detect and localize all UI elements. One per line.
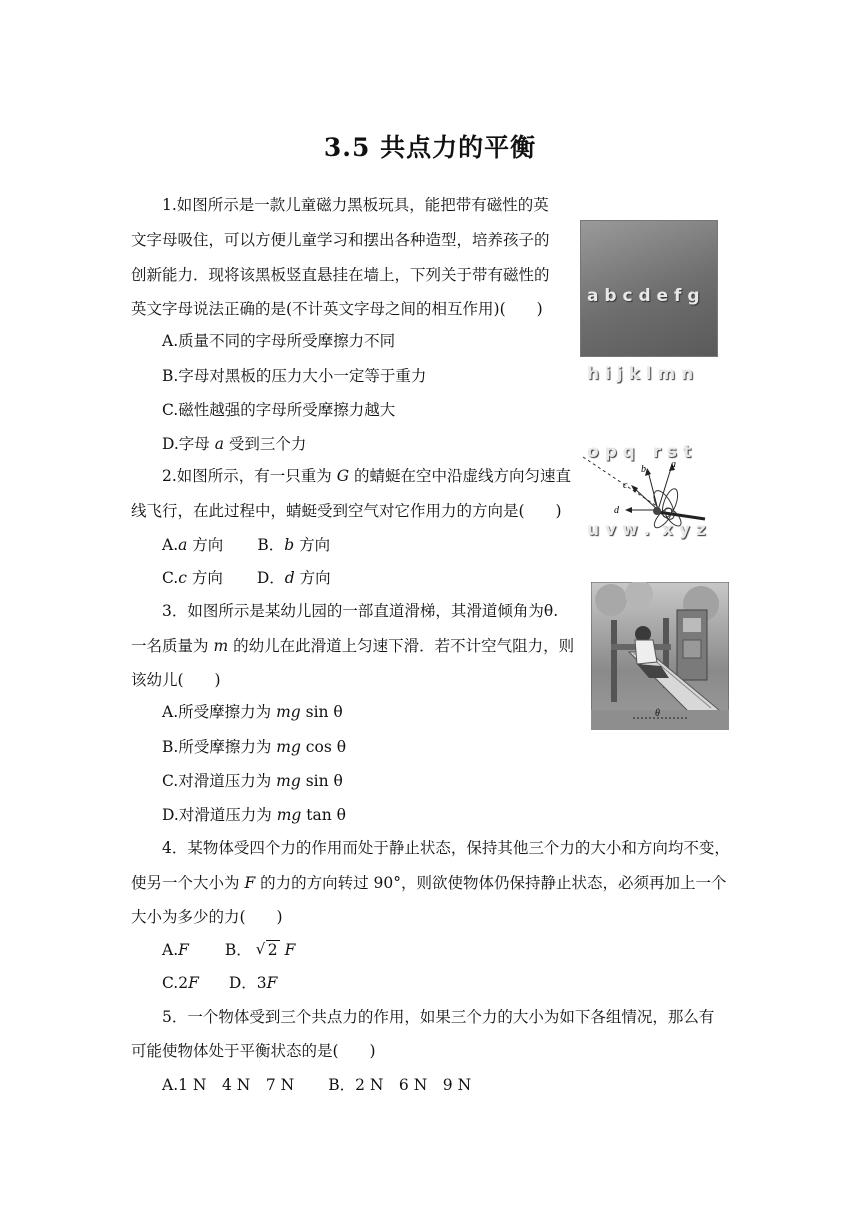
- sqrt-symbol: √ 2: [256, 939, 280, 961]
- q2-line-2: 线飞行，在此过程中，蜻蜓受到空气对它作用力的方向是( ): [131, 502, 562, 520]
- q3-option-d: D.对滑道压力为 mg tan θ: [162, 806, 346, 824]
- q1-option-a: A.质量不同的字母所受摩擦力不同: [162, 332, 396, 350]
- q2-line-1: 2.如图所示，有一只重为 G 的蜻蜓在空中沿虚线方向匀速直: [162, 467, 572, 485]
- q4-line-3: 大小为多少的力( ): [131, 908, 283, 926]
- q4-line-2: 使另一个大小为 F 的力的方向转过 90°，则欲使物体仍保持静止状态，必须再加上一个: [131, 874, 727, 892]
- q1-line-2: 文字母吸住，可以方便儿童学习和摆出各种造型，培养孩子的: [131, 231, 550, 249]
- letter-row-4: u v w . x y z: [587, 520, 706, 540]
- page-title: 3.5 共点力的平衡: [323, 133, 537, 162]
- q3-option-b: B.所受摩擦力为 mg cos θ: [162, 738, 347, 756]
- fig-label-b: b: [641, 464, 646, 475]
- q1-line-4: 英文字母说法正确的是(不计英文字母之间的相互作用)( ): [131, 300, 543, 318]
- q4-options-ab: A.F B．√ 2 F: [162, 939, 295, 961]
- q2-options-cd: C.c 方向 D．d 方向: [162, 569, 331, 587]
- q5-line-1: 5．一个物体受到三个共点力的作用，如果三个力的大小为如下各组情况，那么有: [162, 1008, 715, 1026]
- q5-line-2: 可能使物体处于平衡状态的是( ): [131, 1042, 376, 1060]
- letter-row-2: h i j k l m n: [587, 364, 694, 384]
- q3-line-1: 3．如图所示是某幼儿园的一部直道滑梯，其滑道倾角为θ.: [162, 602, 559, 620]
- dragonfly-force-diagram: [580, 455, 715, 530]
- q3-option-c: C.对滑道压力为 mg sin θ: [162, 772, 343, 790]
- q5-options-ab: A.1 N 4 N 7 N B．2 N 6 N 9 N: [162, 1076, 472, 1094]
- q1-option-b: B.字母对黑板的压力大小一定等于重力: [162, 367, 427, 385]
- q4-line-1: 4．某物体受四个力的作用而处于静止状态，保持其他三个力的大小和方向均不变，: [162, 839, 730, 857]
- fig-label-a: a: [671, 459, 676, 470]
- letter-row-3: o p q r s t: [587, 442, 692, 462]
- q4-options-cd: C.2F D．3F: [162, 974, 278, 992]
- playground-slide-photo: [591, 582, 729, 730]
- magnetic-letters-figure: [580, 220, 718, 540]
- q1-option-d: D.字母 a 受到三个力: [162, 435, 307, 453]
- fig-label-c: c: [623, 480, 628, 491]
- q3-line-2: 一名质量为 m 的幼儿在此滑道上匀速下滑．若不计空气阻力，则: [131, 637, 575, 655]
- q1-option-c: C.磁性越强的字母所受摩擦力越大: [162, 401, 396, 419]
- letter-row-1: a b c d e f g: [587, 286, 700, 306]
- fig-label-theta: θ: [655, 708, 660, 719]
- q1-line-3: 创新能力．现将该黑板竖直悬挂在墙上，下列关于带有磁性的: [131, 266, 550, 284]
- q1-line-1: 1.如图所示是一款儿童磁力黑板玩具，能把带有磁性的英: [162, 196, 549, 214]
- fig-label-d: d: [614, 505, 619, 516]
- q3-line-3: 该幼儿( ): [131, 671, 221, 689]
- q3-option-a: A.所受摩擦力为 mg sin θ: [162, 703, 343, 721]
- q2-options-ab: A.a 方向 B．b 方向: [162, 536, 331, 554]
